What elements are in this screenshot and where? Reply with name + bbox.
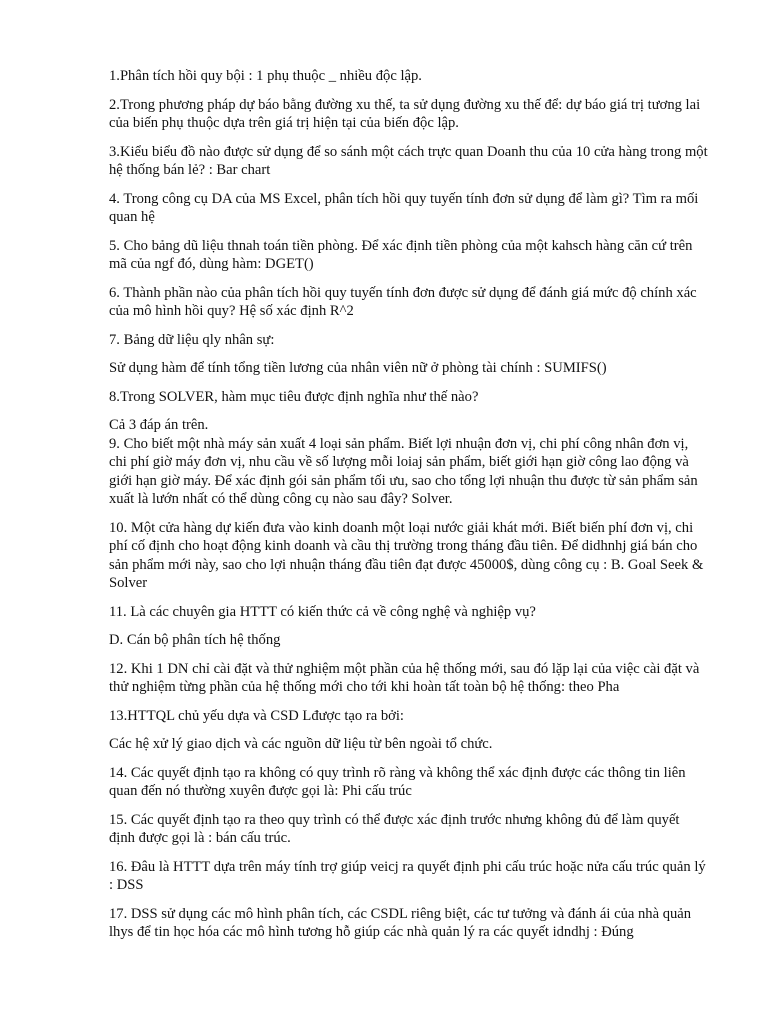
paragraph-q13-answer: Các hệ xử lý giao dịch và các nguồn dữ liệu từ bên ngoài tổ chức. bbox=[109, 736, 493, 752]
paragraph-q8: 8.Trong SOLVER, hàm mục tiêu được định nghĩa như thế nào? bbox=[109, 388, 479, 405]
paragraph-q14: 14. Các quyết định tạo ra không có quy trình rõ ràng và không thể xác định được các thông tin liên quan đến nó thường xuyên được gọi là: Phi cấu trúc bbox=[109, 764, 686, 799]
paragraph-q11: 11. Là các chuyên gia HTTT có kiến thức cả về công nghệ và nghiệp vụ? bbox=[109, 603, 536, 620]
paragraph-q7-answer: Sử dụng hàm để tính tổng tiền lương của nhân viên nữ ở phòng tài chính : SUMIFS() bbox=[109, 360, 607, 376]
paragraph-q1: 1.Phân tích hồi quy bội : 1 phụ thuộc _ nhiều độc lập. bbox=[109, 68, 422, 84]
paragraph-q12: 12. Khi 1 DN chỉ cài đặt và thử nghiệm một phần của hệ thống mới, sau đó lặp lại của việc cài đặt và thử nghiệm từng phần của hệ thống mới cho tới khi hoàn tất toàn bộ hệ thống: theo Pha bbox=[109, 660, 700, 695]
paragraph-q15: 15. Các quyết định tạo ra theo quy trình có thể được xác định trước nhưng không đủ để làm quyết định được gọi là : bán cấu trúc. bbox=[109, 811, 680, 846]
paragraph-q13: 13.HTTQL chủ yếu dựa và CSD Lđược tạo ra bởi: bbox=[109, 707, 404, 724]
paragraph-q9: 9. Cho biết một nhà máy sản xuất 4 loại sản phẩm. Biết lợi nhuận đơn vị, chi phí công nhân đơn vị, chi phí giờ máy đơn vị, nhu cầu về số lượng mỗi loiaj sản phẩm, biết giới hạn giờ công lao động và giới hạn giờ máy. Để xác định gói sản phẩm tối ưu, sao cho tổng lợi nhuận thu được từ sản phẩm sản xuất là lướn nhất có thể dùng công cụ nào sau đây? Solver. bbox=[109, 435, 698, 507]
paragraph-q2: 2.Trong phương pháp dự báo bằng đường xu thế, ta sử dụng đường xu thế để: dự báo giá trị tương lai của biến phụ thuộc dựa trên giá trị hiện tại của biến độc lập. bbox=[109, 96, 701, 131]
paragraph-q5: 5. Cho bảng dũ liệu thnah toán tiền phòng. Để xác định tiền phòng của một kahsch hàng căn cứ trên mã của ngf đó, dùng hàm: DGET() bbox=[109, 237, 693, 272]
paragraph-q4: 4. Trong công cụ DA của MS Excel, phân tích hồi quy tuyến tính đơn sử dụng để làm gì? Tìm ra mối quan hệ bbox=[109, 190, 699, 225]
paragraph-q10: 10. Một cửa hàng dự kiến đưa vào kinh doanh một loại nước giải khát mới. Biết biến phí đơn vị, chi phí cố định cho hoạt động kinh doanh và cầu thị trường trong tháng đầu tiên. Để didhnhj giá bán cho sản phẩm mới này, sao cho lợi nhuận tháng đầu tiên đạt được 45000$, dùng công cụ : B. Goal Seek & Solver bbox=[109, 519, 704, 591]
paragraph-q16: 16. Đâu là HTTT dựa trên máy tính trợ giúp veicj ra quyết định phi cấu trúc hoặc nửa cấu trúc quản lý : DSS bbox=[109, 858, 706, 893]
paragraph-q3: 3.Kiểu biểu đồ nào được sử dụng để so sánh một cách trực quan Doanh thu của 10 cửa hàng trong một hệ thống bán lẻ? : Bar chart bbox=[109, 143, 708, 178]
paragraph-q7: 7. Bảng dữ liệu qly nhân sự: bbox=[109, 331, 275, 348]
paragraph-q17: 17. DSS sử dụng các mô hình phân tích, các CSDL riêng biệt, các tư tưởng và đánh ái của nhà quản lhys để tin học hóa các mô hình tương hỗ giúp các nhà quản lý ra các quyết idndhj : Đúng bbox=[109, 905, 692, 940]
paragraph-q11-answer: D. Cán bộ phân tích hệ thống bbox=[109, 632, 281, 648]
paragraph-q8-answer: Cả 3 đáp án trên. bbox=[109, 417, 209, 433]
paragraph-q6: 6. Thành phần nào của phân tích hồi quy tuyến tính đơn được sử dụng để đánh giá mức độ chính xác của mô hình hồi quy? Hệ số xác định R^2 bbox=[109, 284, 697, 319]
